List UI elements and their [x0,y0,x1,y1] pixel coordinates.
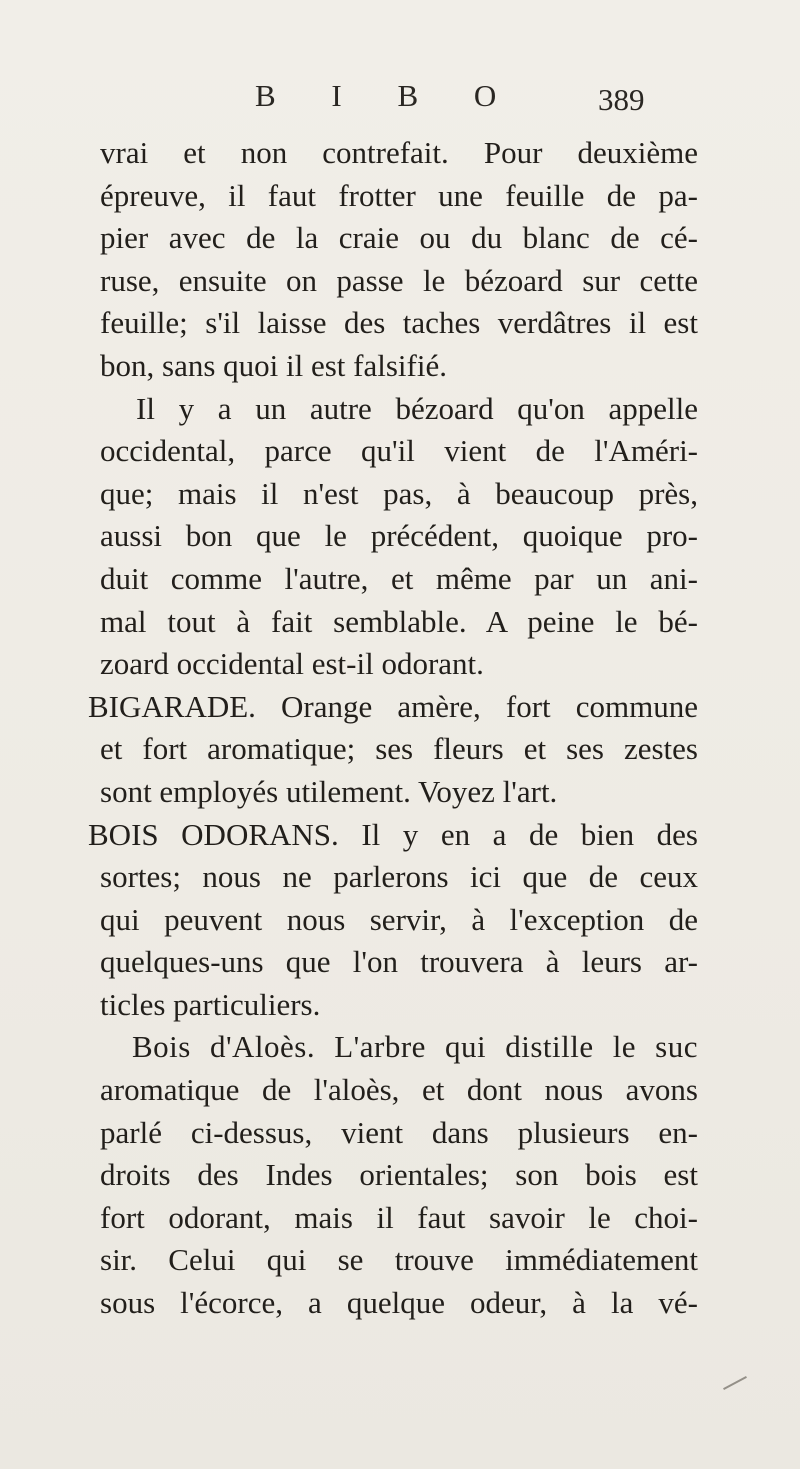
text-line: sont employés utilement. Voyez l'art. [100,773,558,809]
text-line: fort odorant, mais il faut savoir le choi- [100,1199,698,1235]
text-line: occidental, parce qu'il vient de l'Améri- [100,433,698,469]
text-line: aromatique de l'aloès, et dont nous avons [100,1072,698,1108]
body-text [88,132,698,1325]
text-line: parlé ci-dessus, vient dans plusieurs en- [100,1114,698,1150]
text-line: feuille; s'il laisse des taches verdâtres il est [100,305,698,341]
text-line: quelques-uns que l'on trouvera à leurs ar- [100,944,698,980]
text-line: mal tout à fait semblable. A peine le bé- [100,603,698,639]
text-line: sir. Celui qui se trouve immédiatement [100,1242,698,1278]
text-line: zoard occidental est-il odorant. [100,646,484,682]
running-title: B I B O [255,78,521,113]
entry-heading-bois-odorans: BOIS ODORANS. Il y en a de bien des [88,816,698,852]
entry-heading-bois-d-aloes: Bois d'Aloès. L'arbre qui distille le suc [132,1029,698,1065]
text-line: que; mais il n'est pas, à beaucoup près, [100,475,698,511]
text-line: épreuve, il faut frotter une feuille de pa- [100,177,698,213]
text-line: vrai et non contrefait. Pour deuxième [100,135,698,170]
text-line: sous l'écorce, a quelque odeur, à la vé- [100,1285,698,1321]
text-line: sortes; nous ne parlerons ici que de ceux [100,859,698,895]
text-line: qui peuvent nous servir, à l'exception de [100,901,698,937]
page-header [0,78,800,128]
text-line: aussi bon que le précédent, quoique pro- [100,518,698,554]
text-line: duit comme l'autre, et même par un ani- [100,560,698,596]
text-line: ruse, ensuite on passe le bézoard sur cette [100,262,698,298]
text-line: et fort aromatique; ses fleurs et ses zestes [100,731,698,767]
text-line: pier avec de la craie ou du blanc de cé- [100,220,698,256]
margin-pencil-mark [723,1376,747,1390]
page-number: 389 [598,82,645,117]
text-line: ticles particuliers. [100,986,321,1022]
text-line: droits des Indes orientales; son bois est [100,1157,698,1193]
entry-heading-bigarade: BIGARADE. Orange amère, fort commune [88,688,698,724]
text-line: Il y a un autre bézoard qu'on appelle [136,390,698,426]
text-line: bon, sans quoi il est falsifié. [100,347,447,383]
